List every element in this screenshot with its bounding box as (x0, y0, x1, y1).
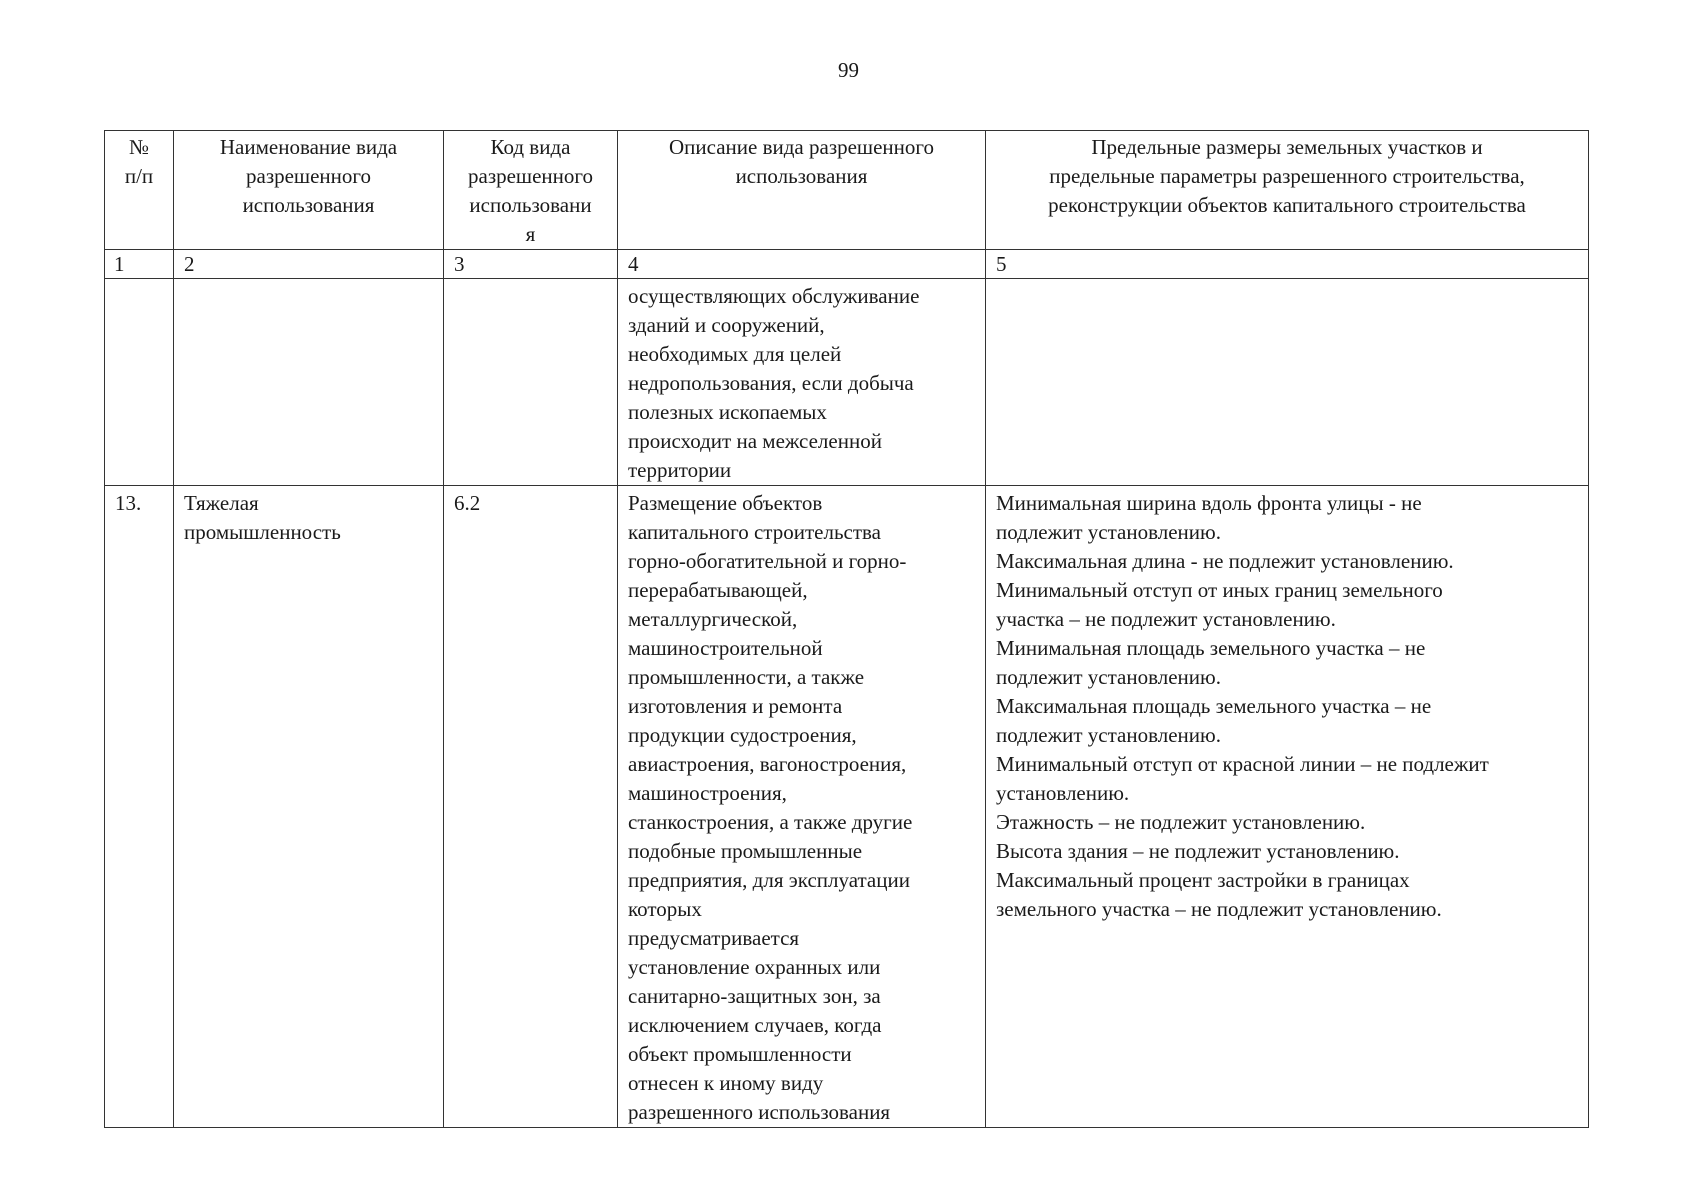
column-number: 4 (618, 250, 986, 279)
header-num: № п/п (105, 131, 174, 250)
cell-code (444, 279, 618, 486)
cell-num: 13. (105, 486, 174, 1128)
cell-params (986, 279, 1589, 486)
cell-num (105, 279, 174, 486)
column-number: 1 (105, 250, 174, 279)
cell-name (174, 279, 444, 486)
column-number: 5 (986, 250, 1589, 279)
table-row (105, 486, 1589, 1128)
cell-description: Размещение объектов капитального строительства горно-обогатительной и горно- перерабатывающей, металлургической, машиностроительной промышленности, а также изготовления и ремонта продукции судостроения, авиастроения, вагоностроения, машиностроения, станкостроения, а также другие подобные промышленные предприятия, для эксплуатации которых предусматривается установление охранных или санитарно-защитных зон, за исключением случаев, когда объект промышленности отнесен к иному виду разрешенного использования (618, 486, 986, 1128)
header-description: Описание вида разрешенного использования (618, 131, 986, 250)
cell-params: Минимальная ширина вдоль фронта улицы - не подлежит установлению. Максимальная длина - не подлежит установлению. Минимальный отступ от иных границ земельного участка – не подлежит установлению. Минимальная площадь земельного участка – не подлежит установлению. Максимальная площадь земельного участка – не подлежит установлению. Минимальный отступ от красной линии – не подлежит установлению. Этажность – не подлежит установлению. Высота здания – не подлежит установлению. Максимальный процент застройки в границах земельного участка – не подлежит установлению. (986, 486, 1589, 1128)
header-name: Наименование вида разрешенного использования (174, 131, 444, 250)
column-number: 2 (174, 250, 444, 279)
table-header-row (105, 131, 1589, 250)
cell-description: осуществляющих обслуживание зданий и сооружений, необходимых для целей недропользования, если добыча полезных ископаемых происходит на межселенной территории (618, 279, 986, 486)
page-number: 99 (838, 58, 859, 82)
column-number-row (105, 250, 1589, 279)
cell-code: 6.2 (444, 486, 618, 1128)
column-number: 3 (444, 250, 618, 279)
header-code: Код вида разрешенного использовани я (444, 131, 618, 250)
table-row (105, 279, 1589, 486)
header-params: Предельные размеры земельных участков и предельные параметры разрешенного строительства, реконструкции объектов капитального строительства (986, 131, 1589, 250)
land-use-table (104, 130, 1589, 1128)
cell-name: Тяжелая промышленность (174, 486, 444, 1128)
